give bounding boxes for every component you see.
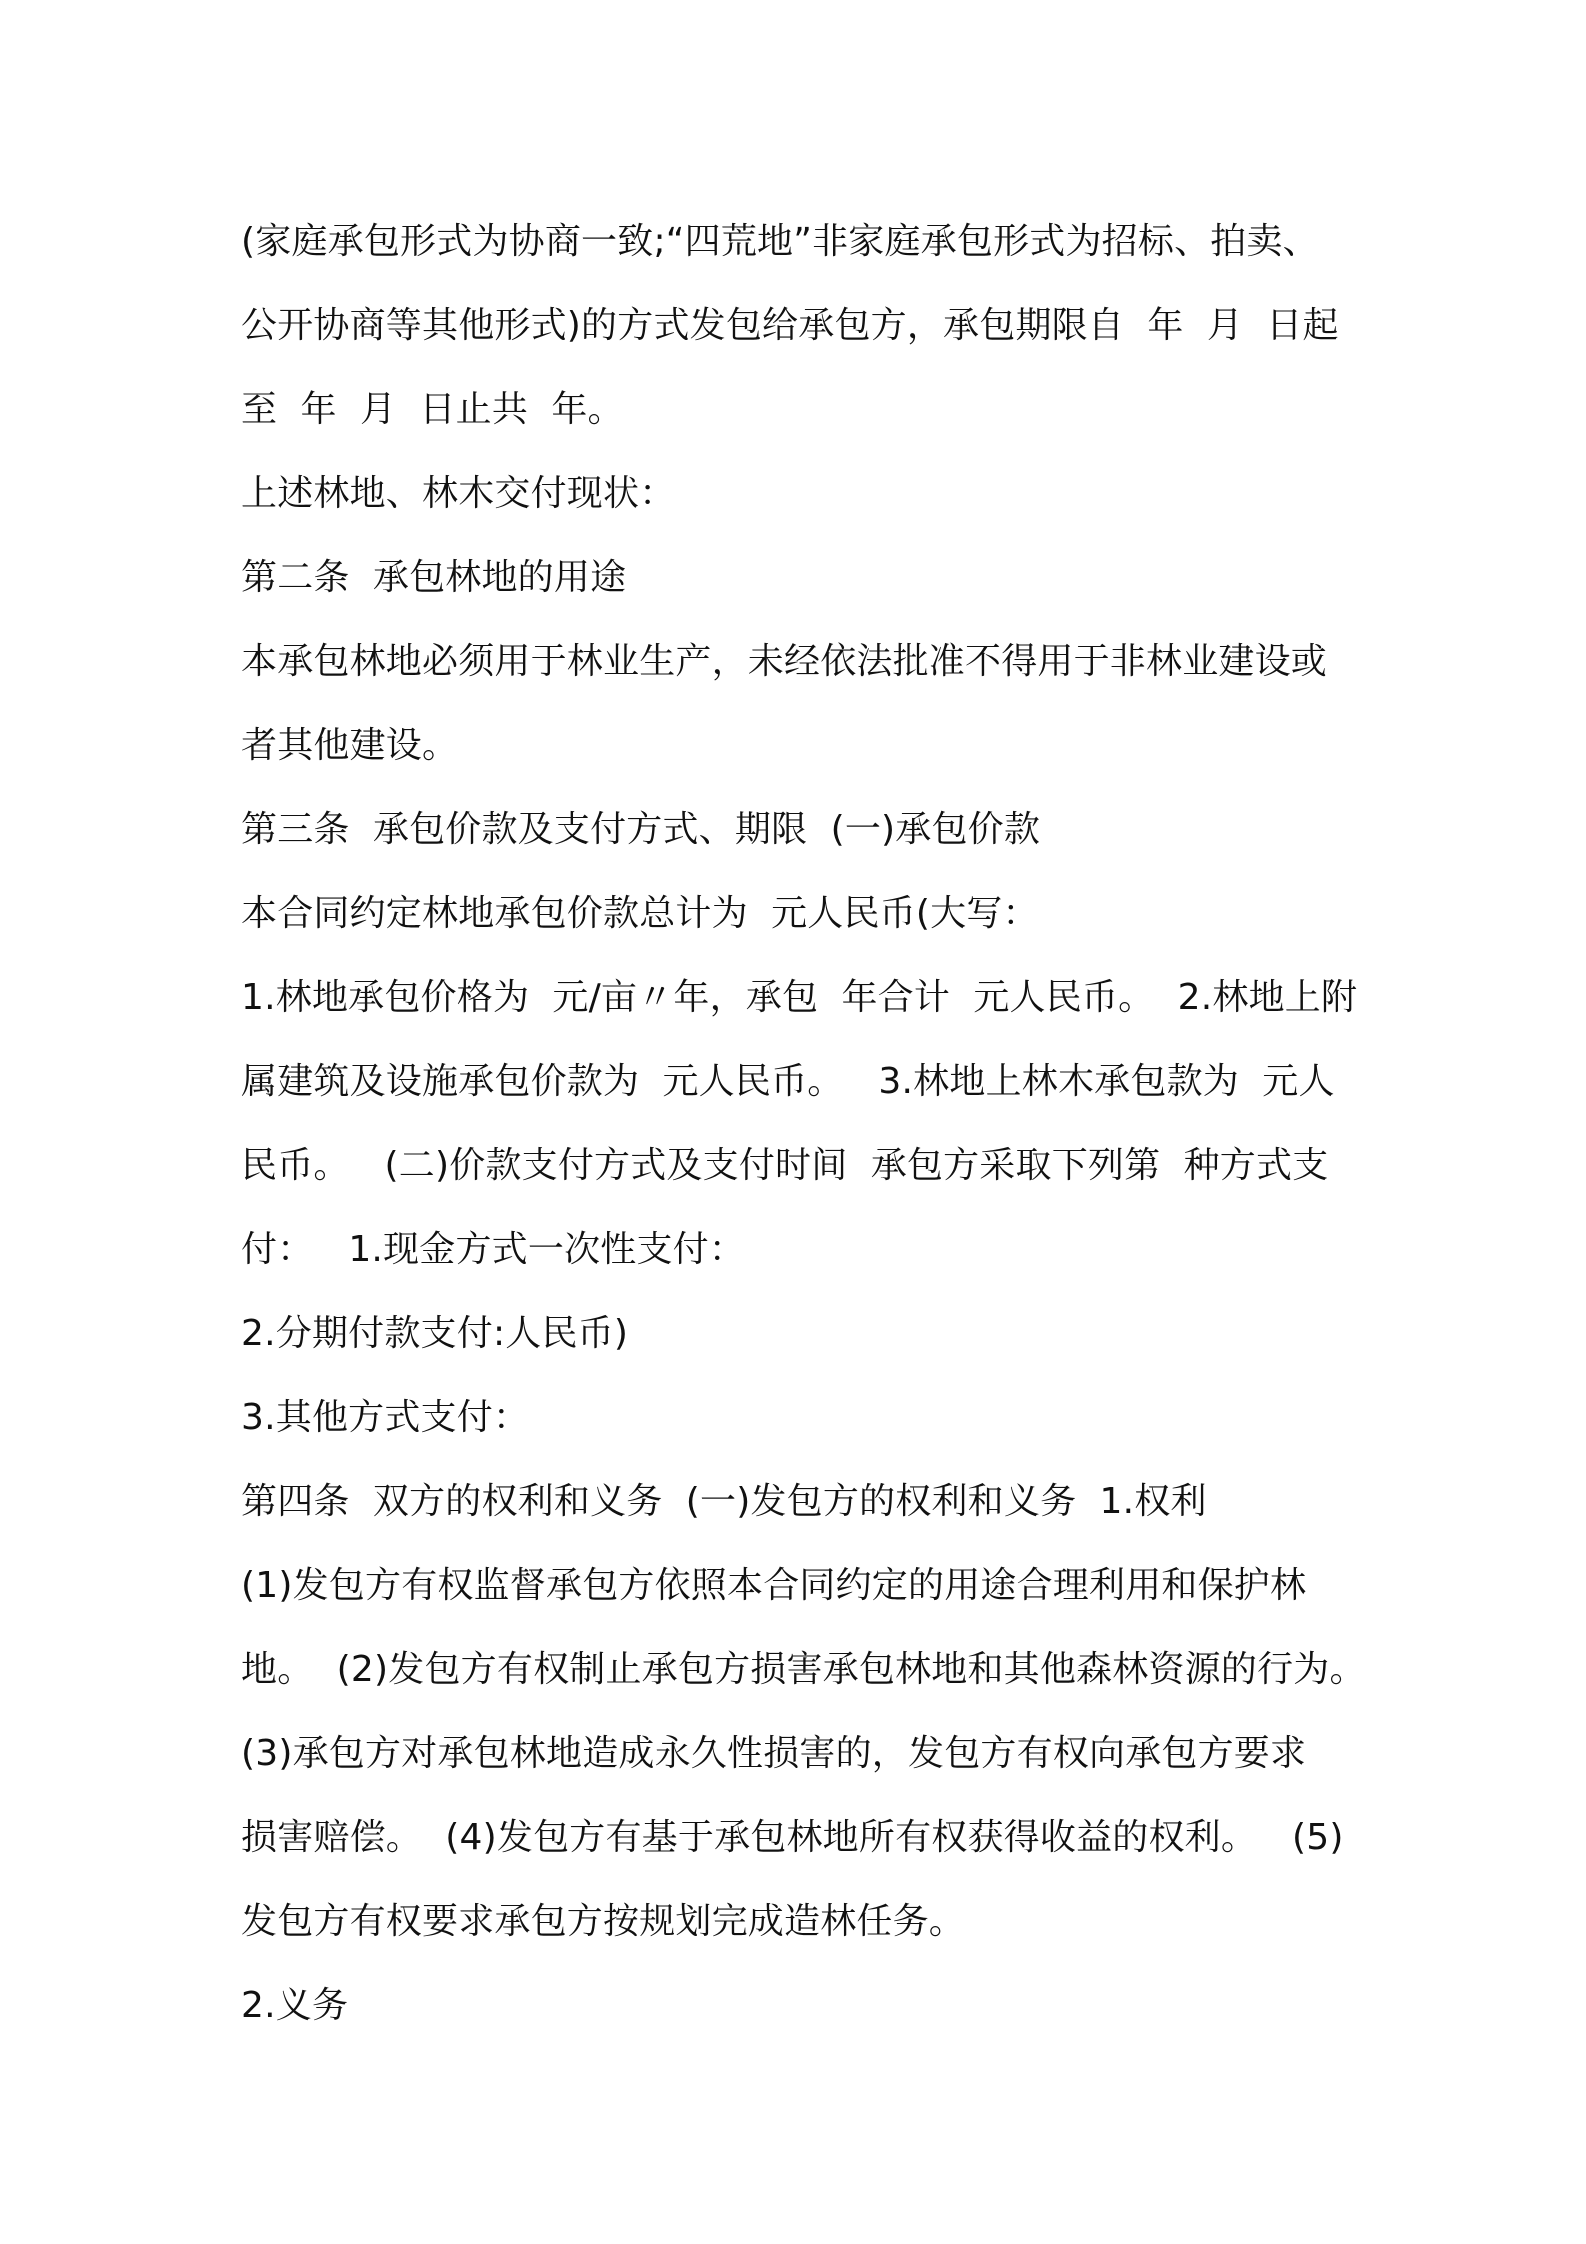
text-line: (1)发包方有权监督承包方依照本合同约定的用途合理利用和保护林 [241, 1565, 1307, 1606]
text-line: 1.林地承包价格为 元/亩〃年，承包 年合计 元人民币。 2.林地上附 [241, 977, 1358, 1018]
section-heading: 第三条 承包价款及支付方式、期限 (一)承包价款 [241, 809, 1041, 850]
section-heading: 第四条 双方的权利和义务 (一)发包方的权利和义务 1.权利 [241, 1481, 1207, 1522]
text-line: 3.其他方式支付： [241, 1397, 530, 1438]
text-line: 本合同约定林地承包价款总计为 元人民币(大写： [241, 893, 1039, 934]
text-line: 至 年 月 日止共 年。 [241, 389, 624, 430]
text-line: 2.分期付款支付:人民币) [241, 1313, 629, 1354]
text-line: 本承包林地必须用于林业生产，未经依法批准不得用于非林业建设或 [241, 641, 1328, 682]
text-line: 者其他建设。 [241, 725, 459, 766]
section-heading: 第二条 承包林地的用途 [241, 557, 627, 598]
text-line: 公开协商等其他形式)的方式发包给承包方，承包期限自 年 月 日起 [241, 305, 1339, 346]
text-line: 损害赔偿。 (4)发包方有基于承包林地所有权获得收益的权利。 (5) [241, 1817, 1344, 1858]
text-line: 属建筑及设施承包价款为 元人民币。 3.林地上林木承包款为 元人 [241, 1061, 1335, 1102]
text-line: 发包方有权要求承包方按规划完成造林任务。 [241, 1901, 966, 1942]
text-line: 2.义务 [241, 1985, 349, 2026]
text-line: (家庭承包形式为协商一致;“四荒地”非家庭承包形式为招标、拍卖、 [241, 221, 1319, 262]
text-line: 民币。 (二)价款支付方式及支付时间 承包方采取下列第 种方式支 [241, 1145, 1329, 1186]
text-line: (3)承包方对承包林地造成永久性损害的，发包方有权向承包方要求 [241, 1733, 1307, 1774]
document-body [241, 200, 1381, 2048]
text-line: 上述林地、林木交付现状： [241, 473, 676, 514]
text-line: 地。 (2)发包方有权制止承包方损害承包林地和其他森林资源的行为。 [241, 1649, 1366, 1690]
text-line: 付： 1.现金方式一次性支付： [241, 1229, 746, 1270]
